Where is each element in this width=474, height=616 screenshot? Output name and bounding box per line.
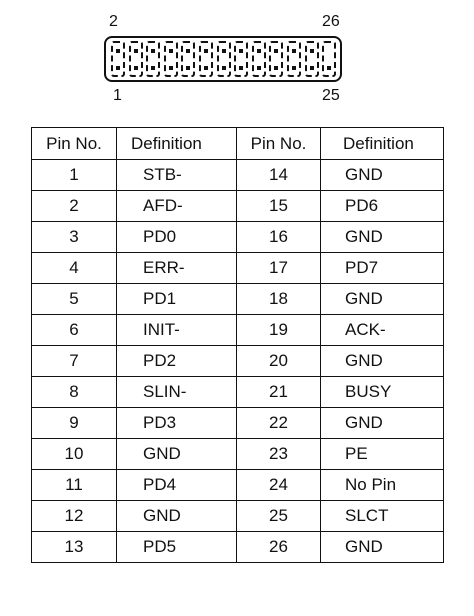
cell-definition-2: No Pin xyxy=(321,470,444,501)
table-row xyxy=(32,377,444,408)
pin-dot xyxy=(327,66,331,70)
pin-dot xyxy=(204,66,208,70)
cell-definition: PD0 xyxy=(117,222,237,253)
pin-dot xyxy=(151,49,155,53)
pin-dot xyxy=(239,49,243,53)
cell-definition-2: PD6 xyxy=(321,191,444,222)
cell-definition-2: GND xyxy=(321,532,444,563)
connector-pin-pair xyxy=(199,41,213,77)
pin-dot xyxy=(186,66,190,70)
connector-pin-pair xyxy=(217,41,231,77)
pin-dot xyxy=(134,49,138,53)
connector-pin-pair xyxy=(322,41,336,77)
cell-definition: PD1 xyxy=(117,284,237,315)
table-row xyxy=(32,222,444,253)
header-definition-2: Definition xyxy=(321,128,444,160)
cell-pin-no-2: 18 xyxy=(237,284,321,315)
table-row xyxy=(32,160,444,191)
pin-label-bottom-left: 1 xyxy=(113,87,122,104)
pin-dot xyxy=(274,49,278,53)
cell-pin-no: 8 xyxy=(32,377,117,408)
connector-pin-pair xyxy=(111,41,125,77)
table-row xyxy=(32,191,444,222)
cell-definition: STB- xyxy=(117,160,237,191)
cell-definition: AFD- xyxy=(117,191,237,222)
cell-pin-no-2: 17 xyxy=(237,253,321,284)
pin-dot xyxy=(222,49,226,53)
cell-definition-2: GND xyxy=(321,160,444,191)
pin-dot xyxy=(169,66,173,70)
pin-dot xyxy=(151,66,155,70)
cell-pin-no: 6 xyxy=(32,315,117,346)
table-row xyxy=(32,439,444,470)
cell-definition-2: SLCT xyxy=(321,501,444,532)
cell-definition: GND xyxy=(117,439,237,470)
cell-definition: PD3 xyxy=(117,408,237,439)
cell-definition-2: PD7 xyxy=(321,253,444,284)
pin-dot xyxy=(186,49,190,53)
pin-dot xyxy=(292,49,296,53)
header-pin-no-2: Pin No. xyxy=(237,128,321,160)
cell-definition-2: GND xyxy=(321,222,444,253)
pin-dot xyxy=(134,66,138,70)
cell-pin-no-2: 24 xyxy=(237,470,321,501)
pin-definition-table xyxy=(31,127,444,563)
cell-definition: PD5 xyxy=(117,532,237,563)
cell-definition-2: GND xyxy=(321,408,444,439)
connector-body xyxy=(104,36,342,82)
pin-dot xyxy=(310,49,314,53)
cell-pin-no: 4 xyxy=(32,253,117,284)
table-row xyxy=(32,408,444,439)
table-row xyxy=(32,532,444,563)
table-row xyxy=(32,346,444,377)
cell-pin-no-2: 23 xyxy=(237,439,321,470)
connector-pin-pair xyxy=(181,41,195,77)
cell-definition: ERR- xyxy=(117,253,237,284)
pin-dot xyxy=(222,66,226,70)
table-row xyxy=(32,284,444,315)
connector-pin-pair xyxy=(269,41,283,77)
connector-pin-pair xyxy=(305,41,319,77)
pin-dot xyxy=(292,66,296,70)
pin-dot xyxy=(310,66,314,70)
table-row xyxy=(32,253,444,284)
pin-dot xyxy=(204,49,208,53)
cell-definition: PD4 xyxy=(117,470,237,501)
cell-pin-no-2: 22 xyxy=(237,408,321,439)
cell-pin-no-2: 25 xyxy=(237,501,321,532)
header-pin-no: Pin No. xyxy=(32,128,117,160)
cell-pin-no: 11 xyxy=(32,470,117,501)
cell-pin-no-2: 14 xyxy=(237,160,321,191)
cell-definition-2: BUSY xyxy=(321,377,444,408)
pin-dot xyxy=(257,66,261,70)
cell-definition-2: GND xyxy=(321,346,444,377)
table-row xyxy=(32,470,444,501)
cell-definition: GND xyxy=(117,501,237,532)
cell-pin-no: 5 xyxy=(32,284,117,315)
connector-diagram xyxy=(0,0,474,110)
cell-pin-no-2: 20 xyxy=(237,346,321,377)
cell-definition: PD2 xyxy=(117,346,237,377)
cell-pin-no: 3 xyxy=(32,222,117,253)
connector-pin-pair xyxy=(287,41,301,77)
connector-pin-pair xyxy=(146,41,160,77)
cell-pin-no: 12 xyxy=(32,501,117,532)
pin-dot xyxy=(257,49,261,53)
connector-pin-pair xyxy=(129,41,143,77)
table-row xyxy=(32,315,444,346)
cell-definition-2: ACK- xyxy=(321,315,444,346)
cell-pin-no: 13 xyxy=(32,532,117,563)
cell-pin-no-2: 21 xyxy=(237,377,321,408)
pin-label-bottom-right: 25 xyxy=(322,87,340,104)
cell-definition-2: PE xyxy=(321,439,444,470)
cell-pin-no-2: 15 xyxy=(237,191,321,222)
cell-pin-no-2: 26 xyxy=(237,532,321,563)
pin-label-top-right: 26 xyxy=(322,13,340,30)
pin-dot xyxy=(169,49,173,53)
cell-pin-no-2: 19 xyxy=(237,315,321,346)
cell-definition: INIT- xyxy=(117,315,237,346)
table-header-row xyxy=(32,128,444,160)
pin-dot xyxy=(239,66,243,70)
cell-pin-no: 10 xyxy=(32,439,117,470)
table-row xyxy=(32,501,444,532)
cell-pin-no: 7 xyxy=(32,346,117,377)
connector-pin-pair xyxy=(164,41,178,77)
pin-dot xyxy=(274,66,278,70)
cell-definition-2: GND xyxy=(321,284,444,315)
cell-pin-no: 9 xyxy=(32,408,117,439)
cell-pin-no-2: 16 xyxy=(237,222,321,253)
cell-definition: SLIN- xyxy=(117,377,237,408)
cell-pin-no: 2 xyxy=(32,191,117,222)
connector-pin-pair xyxy=(252,41,266,77)
connector-pin-pair xyxy=(234,41,248,77)
cell-pin-no: 1 xyxy=(32,160,117,191)
header-definition: Definition xyxy=(117,128,237,160)
pin-dot xyxy=(116,66,120,70)
pin-dot xyxy=(116,49,120,53)
pin-label-top-left: 2 xyxy=(109,13,118,30)
